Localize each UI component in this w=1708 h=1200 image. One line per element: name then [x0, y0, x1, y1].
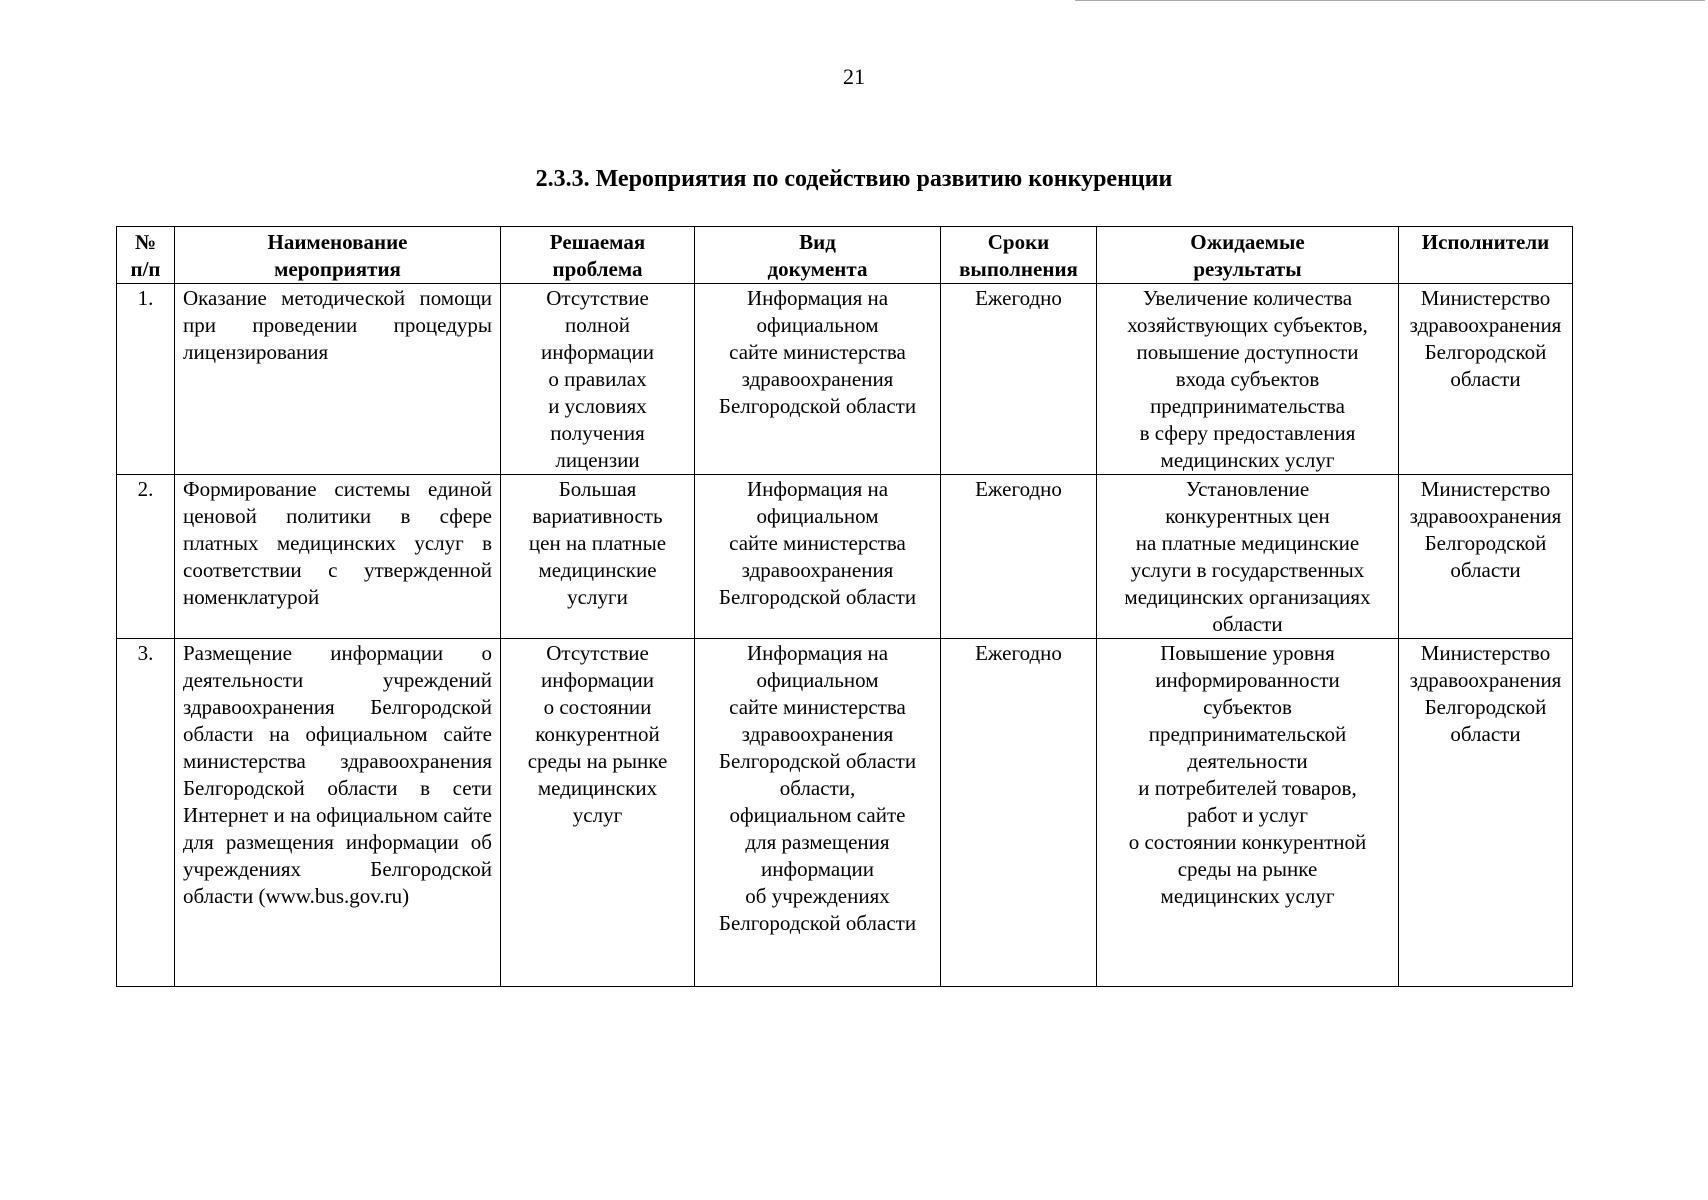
expected-results: Установление конкурентных цен на платные медицинские услуги в государственных медицинских организациях области	[1097, 475, 1399, 639]
problem: Отсутствие полной информации о правилах и условиях получения лицензии	[501, 284, 695, 475]
table-header-row	[117, 227, 1573, 284]
section-title: 2.3.3. Мероприятия по содействию развитию конкуренции	[535, 166, 1173, 192]
problem: Большая вариативность цен на платные медицинские услуги	[501, 475, 695, 639]
document-type: Информация на официальном сайте министерства здравоохранения Белгородской области области, официальном сайте для размещения информации об учреждениях Белгородской области	[695, 639, 941, 987]
row-number: 3.	[117, 639, 175, 987]
measure-name: Формирование системы единой ценовой политики в сфере платных медицинских услуг в соответствии с утвержденной номенклатурой	[175, 475, 501, 639]
deadline: Ежегодно	[941, 639, 1097, 987]
header-deadline: Сроки выполнения	[941, 227, 1097, 284]
table-row	[117, 475, 1573, 639]
measure-name: Оказание методической помощи при проведении процедуры лицензирования	[175, 284, 501, 475]
header-measure-name: Наименование мероприятия	[175, 227, 501, 284]
document-type: Информация на официальном сайте министерства здравоохранения Белгородской области	[695, 284, 941, 475]
deadline: Ежегодно	[941, 475, 1097, 639]
header-executors: Исполнители	[1399, 227, 1573, 284]
scan-top-rule	[1075, 0, 1705, 1]
measures-table	[116, 226, 1573, 987]
executors: Министерство здравоохранения Белгородской области	[1399, 639, 1573, 987]
deadline: Ежегодно	[941, 284, 1097, 475]
page-number: 21	[843, 64, 865, 89]
table-row	[117, 639, 1573, 987]
row-number: 1.	[117, 284, 175, 475]
header-problem: Решаемая проблема	[501, 227, 695, 284]
table-row	[117, 284, 1573, 475]
expected-results: Увеличение количества хозяйствующих субъектов, повышение доступности входа субъектов предпринимательства в сферу предоставления медицинских услуг	[1097, 284, 1399, 475]
header-expected-results: Ожидаемые результаты	[1097, 227, 1399, 284]
header-document-type: Вид документа	[695, 227, 941, 284]
header-number: № п/п	[117, 227, 175, 284]
executors: Министерство здравоохранения Белгородской области	[1399, 475, 1573, 639]
executors: Министерство здравоохранения Белгородской области	[1399, 284, 1573, 475]
document-type: Информация на официальном сайте министерства здравоохранения Белгородской области	[695, 475, 941, 639]
measure-name: Размещение информации о деятельности учреждений здравоохранения Белгородской области на официальном сайте министерства здравоохранения Белгородской области в сети Интернет и на официальном сайте для размещения информации об учреждениях Белгородской области (www.bus.gov.ru)	[175, 639, 501, 987]
problem: Отсутствие информации о состоянии конкурентной среды на рынке медицинских услуг	[501, 639, 695, 987]
row-number: 2.	[117, 475, 175, 639]
expected-results: Повышение уровня информированности субъектов предпринимательской деятельности и потребителей товаров, работ и услуг о состоянии конкурентной среды на рынке медицинских услуг	[1097, 639, 1399, 987]
